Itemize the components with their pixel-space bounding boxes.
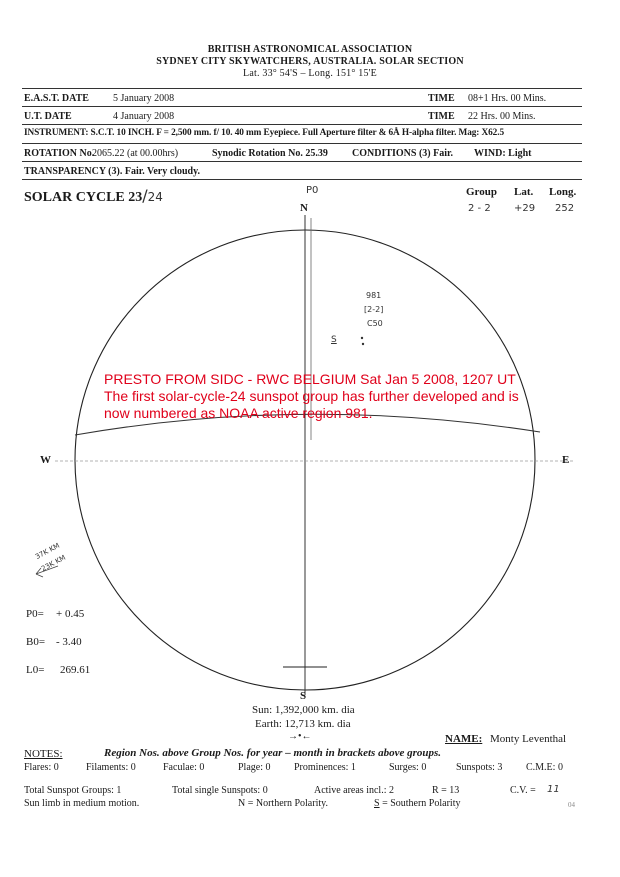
sunspots-count: Sunspots: 3: [456, 762, 503, 773]
west-label: W: [40, 454, 51, 466]
rotation-value: 2065.22 (at 00.00hrs): [92, 148, 179, 159]
l0-label: L0=: [26, 664, 45, 676]
southern-polarity-text: = Southern Polarity: [379, 798, 461, 809]
l0-value: 269.61: [60, 664, 91, 676]
r-value: R = 13: [432, 785, 460, 796]
overlay-line-2: The first solar-cycle-24 sunspot group has further developed and is: [104, 388, 519, 404]
page-mark: 04: [568, 801, 575, 809]
observer-label: NAME:: [445, 733, 483, 745]
time-label-1: TIME: [428, 93, 455, 104]
scale-arrow: →•←: [288, 731, 312, 742]
p0-mark: P0: [306, 185, 319, 196]
solar-cycle-text: SOLAR CYCLE 23: [24, 190, 143, 205]
sunspot-dot: [362, 343, 364, 345]
instrument-line: INSTRUMENT: S.C.T. 10 INCH. F = 2,500 mm. f/ 10. 40 mm Eyepiece. Full Aperture filter & 6Å H-alpha filter. Mag: X62.5: [24, 128, 505, 138]
rotation-label: ROTATION No.: [24, 148, 95, 159]
p0-value: + 0.45: [56, 608, 85, 620]
b0-label: B0=: [26, 636, 46, 648]
plage-count: Plage: 0: [238, 762, 271, 773]
cv-label: C.V. =: [510, 785, 536, 796]
group-header: Group: [466, 186, 497, 198]
total-groups: Total Sunspot Groups: 1: [24, 785, 122, 796]
sun-diameter: Sun: 1,392,000 km. dia: [252, 704, 355, 716]
east-label: E: [562, 454, 570, 466]
observer-name: Monty Leventhal: [490, 733, 567, 745]
north-label: N: [300, 202, 308, 214]
east-date-label: E.A.S.T. DATE: [24, 93, 89, 104]
flares-count: Flares: 0: [24, 762, 59, 773]
p0-label: P0=: [26, 608, 44, 620]
sunspot-dot: [361, 337, 363, 339]
time-value-2: 22 Hrs. 00 Mins.: [468, 111, 536, 122]
header-section: SYDNEY CITY SKYWATCHERS, AUSTRALIA. SOLAR SECTION: [156, 56, 464, 67]
south-label: S: [300, 690, 307, 702]
notes-label: NOTES:: [24, 748, 63, 760]
cv-value: 11: [547, 784, 560, 795]
northern-polarity: N = Northern Polarity.: [238, 798, 328, 809]
time-value-1: 08+1 Hrs. 00 Mins.: [468, 93, 547, 104]
overlay-line-3: now numbered as NOAA active region 981.: [104, 405, 373, 421]
surges-count: Surges: 0: [389, 762, 427, 773]
long-header: Long.: [549, 186, 577, 198]
cme-count: C.M.E: 0: [526, 762, 563, 773]
header-association: BRITISH ASTRONOMICAL ASSOCIATION: [207, 44, 413, 55]
long-value: 252: [555, 203, 575, 214]
transparency: TRANSPARENCY (3). Fair. Very cloudy.: [24, 166, 201, 177]
limb-note: Sun limb in medium motion.: [24, 798, 140, 809]
ut-date-label: U.T. DATE: [24, 111, 72, 122]
wind: WIND: Light: [474, 148, 532, 159]
active-areas: Active areas incl.: 2: [314, 785, 394, 796]
time-label-2: TIME: [428, 111, 455, 122]
solar-cycle-slash: /: [142, 186, 148, 205]
conditions: CONDITIONS (3) Fair.: [352, 148, 454, 159]
overlay-line-1: PRESTO FROM SIDC - RWC BELGIUM Sat Jan 5 2008, 1207 UT: [104, 371, 516, 387]
prominences-count: Prominences: 1: [294, 762, 356, 773]
faculae-count: Faculae: 0: [163, 762, 205, 773]
east-date-value: 5 January 2008: [113, 93, 175, 104]
region-number: 981: [366, 291, 382, 300]
margin-note-1: 37K KM: [34, 541, 62, 562]
region-group: [2-2]: [364, 305, 384, 314]
notes-heading: Region Nos. above Group Nos. for year – month in brackets above groups.: [104, 747, 442, 759]
filaments-count: Filaments: 0: [86, 762, 136, 773]
b0-value: - 3.40: [56, 636, 82, 648]
group-value: 2 - 2: [468, 203, 491, 214]
total-single: Total single Sunspots: 0: [172, 785, 268, 796]
header-coordinates: Lat. 33° 54'S – Long. 151° 15'E: [243, 68, 377, 79]
lat-header: Lat.: [514, 186, 534, 198]
margin-note-2: 23K KM: [40, 553, 68, 574]
southern-polarity-symbol: S: [374, 798, 380, 809]
ut-date-value: 4 January 2008: [113, 111, 175, 122]
synodic-rotation: Synodic Rotation No. 25.39: [212, 148, 328, 159]
spot-label: S: [331, 335, 337, 345]
solar-cycle-handwritten: 24: [147, 190, 163, 204]
lat-value: +29: [514, 203, 536, 214]
earth-diameter: Earth: 12,713 km. dia: [255, 718, 351, 730]
southern-polarity: [374, 798, 460, 809]
region-code: C50: [367, 319, 383, 328]
